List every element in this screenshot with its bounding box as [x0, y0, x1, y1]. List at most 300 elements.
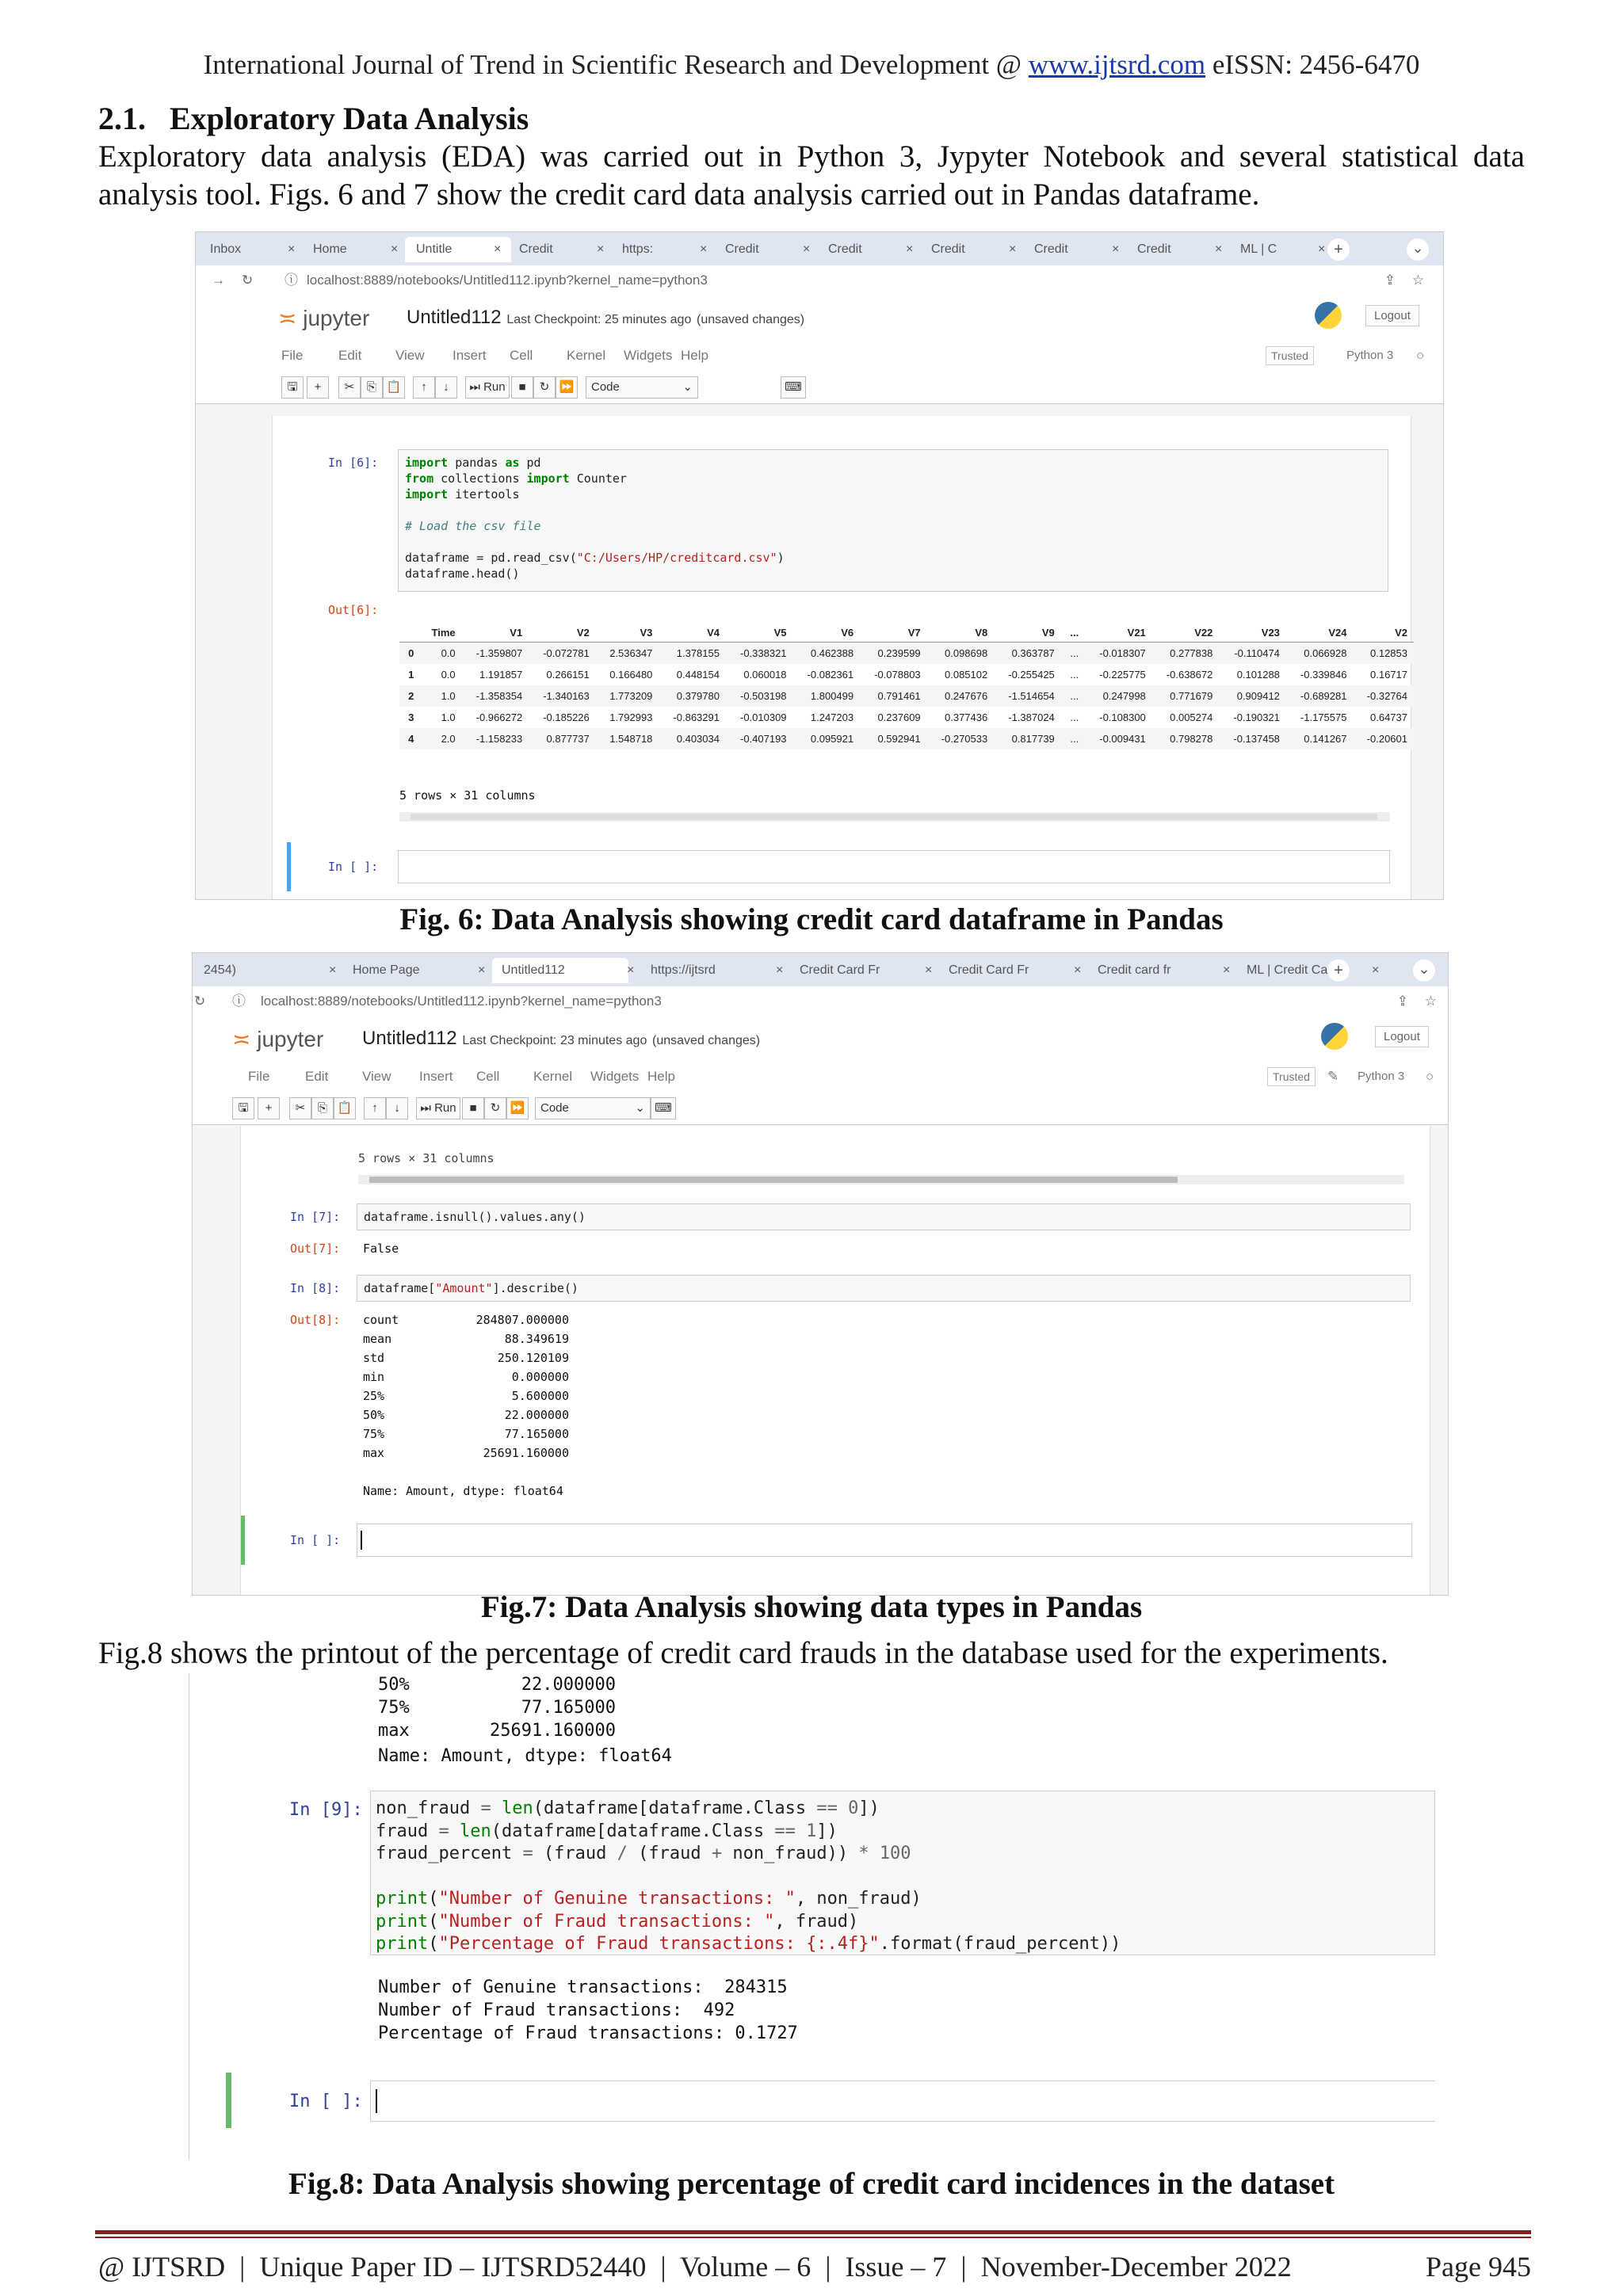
kernel-indicator: Python 3: [1358, 1070, 1405, 1083]
stat-name: 25%: [363, 1389, 385, 1403]
table-cell: 0.909412: [1219, 685, 1286, 707]
table-cell: 3: [408, 711, 414, 723]
run-button[interactable]: ⏭ Run: [465, 376, 510, 399]
browser-tab[interactable]: Credit: [1034, 242, 1068, 256]
logout-button[interactable]: Logout: [1375, 1026, 1429, 1047]
output-line: Percentage of Fraud transactions: 0.1727: [378, 2023, 798, 2043]
table-cell: ...: [1061, 728, 1085, 749]
cut-icon[interactable]: ✂: [338, 376, 361, 399]
browser-tab[interactable]: Home Page: [353, 963, 420, 977]
browser-tab[interactable]: Credit: [519, 242, 553, 256]
table-row: [399, 664, 1414, 685]
empty-code-cell[interactable]: [398, 850, 1390, 883]
column-header: V2: [529, 624, 596, 643]
table-cell: 1.800499: [793, 685, 861, 707]
code-cell-7[interactable]: dataframe.isnull().values.any(): [357, 1203, 1411, 1230]
stat-value: 22.000000: [504, 1408, 569, 1422]
paste-icon[interactable]: 📋: [334, 1097, 356, 1119]
table-cell: 2.536347: [596, 643, 659, 665]
notebook-toolbar: [193, 1093, 1448, 1125]
browser-tab[interactable]: https://ijtsrd: [651, 963, 716, 977]
notebook-area: [240, 1126, 1430, 1595]
close-icon[interactable]: ×: [776, 963, 784, 977]
kernel-status-icon: ○: [1426, 1069, 1434, 1084]
table-cell: 1.0: [441, 711, 456, 723]
table-cell: 0.64737: [1370, 711, 1407, 723]
table-cell: 0.791461: [860, 685, 927, 707]
code-cell-8[interactable]: dataframe["Amount"].describe(): [357, 1275, 1411, 1302]
table-cell: ...: [1070, 669, 1079, 681]
figure-6-screenshot: [195, 231, 1444, 900]
column-header: V1: [462, 624, 529, 643]
browser-tab[interactable]: Credit Card Fr: [800, 963, 880, 977]
table-cell: 0.448154: [676, 669, 720, 681]
table-cell: -0.270533: [927, 728, 995, 749]
journal-link[interactable]: www.ijtsrd.com: [1028, 49, 1206, 80]
notebook-area: [272, 416, 1411, 899]
table-cell: 1.378155: [659, 643, 726, 665]
table-cell: 0.277838: [1152, 643, 1220, 665]
close-icon[interactable]: ×: [925, 963, 933, 977]
paragraph-fig8: Fig.8 shows the printout of the percentage of credit card frauds in the database used for the experiments.: [98, 1636, 1388, 1670]
table-cell: -0.503198: [726, 685, 793, 707]
table-cell: -0.110474: [1219, 643, 1286, 665]
table-cell: 1.548718: [596, 728, 659, 749]
close-icon[interactable]: ×: [1223, 963, 1231, 977]
restart-icon[interactable]: ↻: [484, 1097, 506, 1119]
stat-name: max: [378, 1721, 410, 1741]
column-header: V2: [1353, 624, 1414, 643]
menu-cell[interactable]: Cell: [476, 1069, 500, 1084]
table-cell: -1.158233: [462, 728, 529, 749]
close-icon[interactable]: ×: [329, 963, 337, 977]
new-tab-icon[interactable]: +: [1327, 959, 1350, 982]
move-down-icon[interactable]: ↓: [386, 1097, 408, 1119]
insert-cell-icon[interactable]: +: [307, 376, 329, 399]
dataframe-table: [399, 624, 1414, 749]
browser-tab[interactable]: 2454): [204, 963, 236, 977]
cut-icon[interactable]: ✂: [289, 1097, 311, 1119]
menu-insert[interactable]: Insert: [419, 1069, 453, 1084]
star-icon[interactable]: ☆: [1411, 273, 1424, 288]
horizontal-scrollbar[interactable]: [358, 1175, 1404, 1184]
kernel-indicator: Python 3: [1346, 349, 1394, 362]
close-icon[interactable]: ×: [478, 963, 486, 977]
stat-name: mean: [363, 1332, 392, 1346]
cell-selection-bar: [241, 1516, 245, 1565]
table-cell: -0.185226: [543, 711, 590, 723]
table-cell: 0.266151: [546, 669, 590, 681]
table-cell: 1.191857: [479, 669, 523, 681]
insert-cell-icon[interactable]: +: [258, 1097, 280, 1119]
reload-icon[interactable]: ↻: [194, 994, 206, 1009]
table-cell: 0.12853: [1353, 643, 1414, 665]
close-icon[interactable]: ×: [288, 242, 296, 256]
table-cell: 0.166480: [609, 669, 653, 681]
text-cursor: [376, 2089, 377, 2113]
column-header: V7: [860, 624, 927, 643]
table-cell: 0.379780: [659, 685, 726, 707]
table-cell: -0.407193: [726, 728, 793, 749]
stat-value: 0.000000: [511, 1370, 569, 1384]
move-up-icon[interactable]: ↑: [413, 376, 435, 399]
in-prompt: In [6]:: [328, 456, 379, 470]
in-prompt-9: In [9]:: [289, 1800, 363, 1820]
table-cell: 0: [399, 643, 420, 665]
code-cell-6[interactable]: import pandas as pd from collections import Counter import itertools # Load the csv file dataframe = pd.read_csv("C:/Users/HP/creditcard.csv") dataframe.head(): [398, 449, 1388, 592]
back-icon[interactable]: →: [212, 273, 225, 288]
table-cell: 0.239599: [860, 643, 927, 665]
column-header: V22: [1152, 624, 1220, 643]
menu-bar: [193, 1061, 1448, 1093]
stat-name: 50%: [378, 1675, 410, 1695]
column-header: ...: [1061, 624, 1085, 643]
table-cell: 0.237609: [877, 711, 921, 723]
footer-rule-thin: [95, 2237, 1531, 2238]
table-row: [399, 707, 1414, 728]
footer-info: @ IJTSRD | Unique Paper ID – IJTSRD52440 | Volume – 6 | Issue – 7 | November-December 2022: [98, 2251, 1292, 2283]
menu-edit[interactable]: Edit: [305, 1069, 329, 1084]
table-cell: 1.792993: [609, 711, 653, 723]
stat-name: count: [363, 1313, 399, 1327]
stop-icon[interactable]: ■: [511, 376, 533, 399]
browser-tab[interactable]: Credit: [725, 242, 759, 256]
copy-icon[interactable]: ⎘: [361, 376, 383, 399]
table-cell: -1.359807: [462, 643, 529, 665]
column-header: V3: [596, 624, 659, 643]
star-icon[interactable]: ☆: [1424, 994, 1437, 1009]
address-bar[interactable]: [193, 986, 1448, 1017]
empty-code-cell[interactable]: [357, 1524, 1412, 1557]
journal-header: International Journal of Trend in Scientific Research and Development @ www.ijtsrd.com eISSN: 2456-6470: [203, 49, 1420, 80]
table-cell: -0.009431: [1085, 728, 1152, 749]
stat-name: 75%: [363, 1427, 385, 1441]
menu-view[interactable]: View: [362, 1069, 391, 1084]
empty-prompt: In [ ]:: [328, 860, 379, 874]
menu-widgets[interactable]: Widgets: [624, 348, 673, 363]
close-icon[interactable]: ×: [494, 242, 502, 256]
browser-tab[interactable]: Untitled112: [492, 958, 628, 983]
cell-type-select[interactable]: Code ⌄: [586, 376, 698, 399]
column-header: [399, 624, 420, 643]
menu-file[interactable]: File: [248, 1069, 270, 1084]
table-cell: 0.377436: [945, 711, 988, 723]
menu-bar: [196, 340, 1443, 372]
menu-insert[interactable]: Insert: [453, 348, 487, 363]
info-icon: ⓘ: [285, 273, 298, 288]
table-cell: -0.190321: [1233, 711, 1280, 723]
table-cell: -0.018307: [1085, 643, 1152, 665]
stat-value: 88.349619: [504, 1332, 569, 1346]
browser-tab-bar: [196, 232, 1443, 265]
describe-row: [363, 1351, 569, 1368]
table-cell: 0.247676: [927, 685, 995, 707]
empty-code-cell[interactable]: [370, 2081, 1435, 2122]
empty-prompt: In [ ]:: [289, 2092, 363, 2111]
share-icon[interactable]: ⇪: [1384, 273, 1396, 288]
table-cell: 0.101288: [1236, 669, 1280, 681]
table-cell: -1.387024: [1008, 711, 1055, 723]
notebook-title[interactable]: Untitled112 Last Checkpoint: 23 minutes ago (unsaved changes): [362, 1028, 761, 1049]
output-7: False: [363, 1241, 399, 1256]
browser-tab[interactable]: Inbox: [210, 242, 242, 256]
table-cell: 0.066928: [1286, 643, 1354, 665]
table-cell: -0.108300: [1099, 711, 1146, 723]
dataframe-shape: 5 rows × 31 columns: [399, 788, 536, 803]
trusted-badge[interactable]: Trusted: [1267, 1067, 1316, 1086]
browser-tab[interactable]: Home: [313, 242, 347, 256]
table-cell: 0.798278: [1152, 728, 1220, 749]
keyboard-icon[interactable]: ⌨: [651, 1097, 676, 1119]
describe-row: [378, 1675, 616, 1697]
stop-icon[interactable]: ■: [462, 1097, 484, 1119]
table-cell: 0.247998: [1085, 685, 1152, 707]
browser-tab[interactable]: https:: [622, 242, 654, 256]
cell-selection-bar: [226, 2073, 231, 2128]
stat-value: 250.120109: [497, 1351, 569, 1365]
menu-file[interactable]: File: [281, 348, 304, 363]
address-bar[interactable]: [196, 265, 1443, 296]
table-cell: -1.358354: [462, 685, 529, 707]
close-icon[interactable]: ×: [1372, 963, 1380, 977]
url-text[interactable]: localhost:8889/notebooks/Untitled112.ipynb?kernel_name=python3: [307, 273, 708, 288]
close-icon[interactable]: ×: [391, 242, 399, 256]
stat-name: std: [363, 1351, 385, 1365]
column-header: V21: [1085, 624, 1152, 643]
notebook-toolbar: [196, 372, 1443, 404]
jupyter-header: [193, 1016, 1448, 1061]
menu-cell[interactable]: Cell: [510, 348, 533, 363]
table-cell: -0.137458: [1219, 728, 1286, 749]
table-cell: ...: [1061, 685, 1085, 707]
fast-forward-icon[interactable]: ⏩: [556, 376, 578, 399]
close-icon[interactable]: ×: [803, 242, 811, 256]
table-cell: 2.0: [420, 728, 461, 749]
close-icon[interactable]: ×: [1112, 242, 1120, 256]
stat-value: 77.165000: [521, 1698, 616, 1718]
table-cell: -0.078803: [874, 669, 921, 681]
close-icon[interactable]: ×: [597, 242, 605, 256]
column-header: V6: [793, 624, 861, 643]
pencil-icon[interactable]: ✎: [1327, 1069, 1339, 1084]
table-cell: -0.339846: [1300, 669, 1347, 681]
out-prompt-8: Out[8]:: [290, 1313, 341, 1327]
table-cell: -0.20601: [1353, 728, 1414, 749]
browser-tab[interactable]: ML | C: [1240, 242, 1277, 256]
table-cell: -1.340163: [529, 685, 596, 707]
url-text[interactable]: localhost:8889/notebooks/Untitled112.ipynb?kernel_name=python3: [261, 994, 662, 1009]
new-tab-icon[interactable]: +: [1327, 238, 1350, 261]
table-cell: 0.592941: [860, 728, 927, 749]
describe-row: [363, 1389, 569, 1406]
share-icon[interactable]: ⇪: [1396, 994, 1408, 1009]
table-cell: 0.141267: [1286, 728, 1354, 749]
cell-type-select[interactable]: Code ⌄: [535, 1097, 651, 1119]
stat-name: min: [363, 1370, 385, 1384]
jupyter-header: [196, 296, 1443, 340]
table-cell: 1.247203: [810, 711, 854, 723]
table-cell: -0.082361: [807, 669, 854, 681]
close-icon[interactable]: ×: [906, 242, 914, 256]
run-button[interactable]: ⏭ Run: [416, 1097, 460, 1119]
table-cell: ...: [1061, 643, 1085, 665]
move-down-icon[interactable]: ↓: [435, 376, 457, 399]
code-cell-9[interactable]: non_fraud = len(dataframe[dataframe.Class == 0]) fraud = len(dataframe[dataframe.Class == 1]) fraud_percent = (fraud / (fraud + non_fraud)) * 100 print("Number of Genuine transactions: ", non_fraud) print("Number of Fraud transactions: ", fraud) print("Percentage of Fraud transactions: {:.4f}".format(fraud_percent)): [370, 1791, 1435, 1955]
table-cell: 0.771679: [1152, 685, 1220, 707]
jupyter-logo[interactable]: ≍ jupyter: [232, 1027, 324, 1051]
close-icon[interactable]: ×: [1009, 242, 1017, 256]
jupyter-logo[interactable]: ≍ jupyter: [278, 306, 370, 330]
describe-row: [378, 1721, 616, 1743]
trusted-badge[interactable]: Trusted: [1266, 346, 1314, 365]
table-cell: 0.462388: [793, 643, 861, 665]
close-icon[interactable]: ×: [1215, 242, 1223, 256]
close-icon[interactable]: ×: [1318, 242, 1326, 256]
notebook-title[interactable]: Untitled112 Last Checkpoint: 25 minutes ago (unsaved changes): [407, 307, 805, 328]
stat-name: 50%: [363, 1408, 385, 1422]
table-cell: -0.255425: [1008, 669, 1055, 681]
table-cell: 0.0: [420, 643, 461, 665]
table-cell: -0.966272: [475, 711, 523, 723]
menu-view[interactable]: View: [395, 348, 425, 363]
describe-row: [363, 1313, 569, 1330]
restart-icon[interactable]: ↻: [533, 376, 556, 399]
horizontal-scrollbar[interactable]: [399, 812, 1390, 822]
figure-8-screenshot: [189, 1673, 1435, 2160]
table-row: [399, 728, 1414, 749]
cell-selection-bar: [287, 842, 291, 891]
table-cell: 0.060018: [743, 669, 787, 681]
table-cell: 0.16717: [1370, 669, 1407, 681]
output-line: Number of Genuine transactions: 284315: [378, 1978, 788, 1997]
table-cell: 0.403034: [659, 728, 726, 749]
table-cell: 1.773209: [596, 685, 659, 707]
save-icon[interactable]: 🖫: [281, 376, 304, 399]
stat-value: 25691.160000: [483, 1446, 569, 1460]
reload-icon[interactable]: ↻: [242, 273, 254, 288]
out-prompt: Out[6]:: [328, 603, 379, 617]
column-header: V5: [726, 624, 793, 643]
column-header: V8: [927, 624, 995, 643]
table-cell: 0.0: [441, 669, 456, 681]
table-cell: -1.514654: [994, 685, 1061, 707]
column-header: V23: [1219, 624, 1286, 643]
menu-help[interactable]: Help: [647, 1069, 675, 1084]
table-cell: 2: [399, 685, 420, 707]
table-cell: -0.072781: [529, 643, 596, 665]
browser-tab[interactable]: Credit: [1137, 242, 1171, 256]
output-line: Number of Fraud transactions: 492: [378, 2000, 735, 2020]
table-cell: 0.005274: [1170, 711, 1213, 723]
table-cell: 0.877737: [529, 728, 596, 749]
kernel-status-icon: ○: [1416, 348, 1425, 363]
stat-value: 22.000000: [521, 1675, 616, 1695]
out-prompt-7: Out[7]:: [290, 1241, 341, 1256]
browser-tab[interactable]: Credit: [931, 242, 965, 256]
browser-tab[interactable]: Untitle: [405, 237, 511, 262]
menu-help[interactable]: Help: [681, 348, 708, 363]
table-cell: 1.0: [420, 685, 461, 707]
page-number: Page 945: [1426, 2251, 1531, 2283]
table-cell: 4: [399, 728, 420, 749]
column-header: Time: [420, 624, 461, 643]
section-heading: 2.1. Exploratory Data Analysis: [98, 101, 529, 136]
fast-forward-icon[interactable]: ⏩: [506, 1097, 529, 1119]
column-header: V4: [659, 624, 726, 643]
table-cell: 1: [408, 669, 414, 681]
stat-value: 5.600000: [511, 1389, 569, 1403]
table-cell: 0.363787: [994, 643, 1061, 665]
chevron-down-icon[interactable]: ⌄: [1407, 238, 1429, 261]
close-icon[interactable]: ×: [700, 242, 708, 256]
table-cell: -0.32764: [1353, 685, 1414, 707]
dtype-line: Name: Amount, dtype: float64: [378, 1746, 672, 1766]
describe-row: [363, 1332, 569, 1349]
table-cell: -0.689281: [1286, 685, 1354, 707]
footer-rule: [95, 2230, 1531, 2234]
copy-icon[interactable]: ⎘: [311, 1097, 334, 1119]
browser-tab[interactable]: Credit Card Fr: [949, 963, 1029, 977]
table-row: [399, 643, 1414, 665]
paste-icon[interactable]: 📋: [383, 376, 405, 399]
text-cursor: [361, 1531, 362, 1550]
table-cell: 0.085102: [945, 669, 988, 681]
describe-row: [363, 1427, 569, 1444]
empty-prompt: In [ ]:: [290, 1533, 341, 1547]
table-cell: -0.638672: [1166, 669, 1213, 681]
dataframe-shape: 5 rows × 31 columns: [358, 1151, 495, 1165]
python-logo-icon: [1321, 1023, 1348, 1050]
in-prompt-8: In [8]:: [290, 1281, 341, 1295]
chevron-down-icon[interactable]: ⌄: [1413, 959, 1435, 982]
stat-name: 75%: [378, 1698, 410, 1718]
menu-edit[interactable]: Edit: [338, 348, 362, 363]
logout-button[interactable]: Logout: [1365, 305, 1419, 326]
figure-6-caption: Fig. 6: Data Analysis showing credit card dataframe in Pandas: [399, 902, 1224, 936]
describe-row: [363, 1370, 569, 1387]
close-icon[interactable]: ×: [627, 963, 635, 977]
describe-row: [363, 1408, 569, 1425]
table-cell: -0.338321: [726, 643, 793, 665]
menu-kernel[interactable]: Kernel: [567, 348, 606, 363]
move-up-icon[interactable]: ↑: [364, 1097, 386, 1119]
python-logo-icon: [1315, 302, 1342, 329]
table-cell: 0.095921: [793, 728, 861, 749]
stat-name: max: [363, 1446, 385, 1460]
figure-7-screenshot: [192, 952, 1449, 1596]
save-icon[interactable]: 🖫: [232, 1097, 254, 1119]
chevron-down-icon: ⌄: [682, 380, 693, 394]
browser-tab-bar: [193, 953, 1448, 986]
info-icon: ⓘ: [232, 994, 246, 1009]
table-cell: -1.175575: [1300, 711, 1347, 723]
browser-tab[interactable]: ML | Credit Ca: [1247, 963, 1328, 977]
browser-tab[interactable]: Credit: [828, 242, 862, 256]
table-cell: -0.863291: [673, 711, 720, 723]
table-cell: 0.817739: [994, 728, 1061, 749]
describe-row: [378, 1698, 616, 1720]
menu-kernel[interactable]: Kernel: [533, 1069, 573, 1084]
table-cell: -0.225775: [1099, 669, 1146, 681]
keyboard-icon[interactable]: ⌨: [781, 376, 806, 399]
close-icon[interactable]: ×: [1074, 963, 1082, 977]
column-header: V24: [1286, 624, 1354, 643]
browser-tab[interactable]: Credit card fr: [1098, 963, 1171, 977]
menu-widgets[interactable]: Widgets: [590, 1069, 640, 1084]
stat-value: 25691.160000: [490, 1721, 616, 1741]
dtype-line: Name: Amount, dtype: float64: [363, 1484, 563, 1498]
figure-8-caption: Fig.8: Data Analysis showing percentage of credit card incidences in the dataset: [288, 2167, 1335, 2201]
